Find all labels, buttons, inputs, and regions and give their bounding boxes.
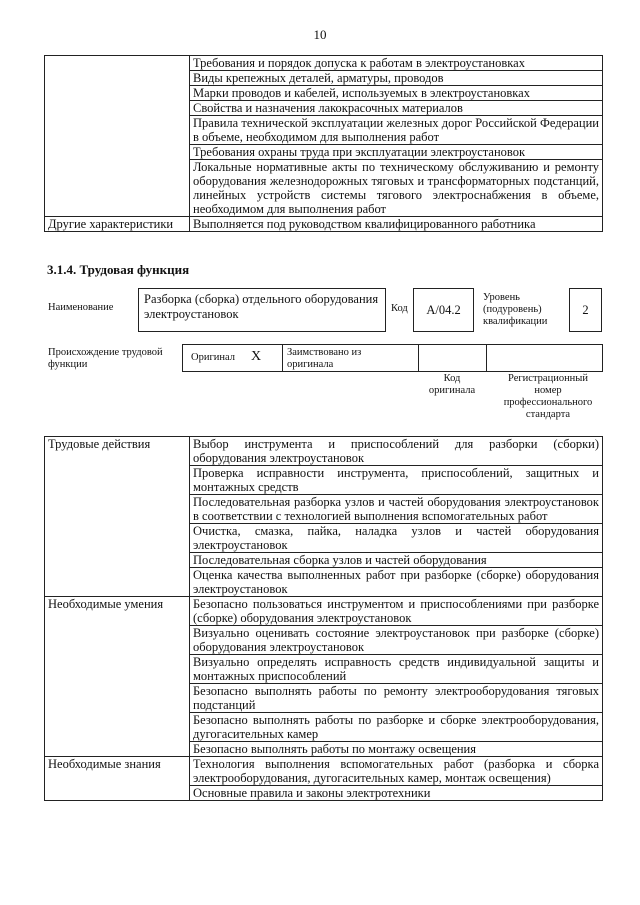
skill-item: Безопасно выполнять работы по монтажу освещения [190, 742, 603, 757]
knowledge-continuation-table [44, 55, 603, 232]
skill-item: Визуально оценивать состояние электроустановок при разборке (сборке) оборудования электроустановок [190, 626, 603, 655]
actions-label: Трудовые действия [45, 437, 190, 597]
origin-box [182, 344, 603, 372]
original-label: Оригинал [191, 352, 235, 363]
original-code-caption: Код оригинала [428, 373, 476, 396]
skill-item: Визуально определять исправность средств индивидуальной защиты и монтажных приспособлений [190, 655, 603, 684]
registration-number-caption: Регистрационный номер профессионального стандарта [503, 373, 593, 420]
level-value-box: 2 [569, 288, 602, 332]
code-label: Код [391, 303, 408, 314]
knowledge-label: Необходимые знания [45, 757, 190, 801]
empty-label-cell [45, 56, 190, 217]
section-heading: 3.1.4. Трудовая функция [47, 262, 190, 277]
knowledge-item: Требования охраны труда при эксплуатации электроустановок [190, 145, 603, 160]
action-item: Проверка исправности инструмента, приспособлений, защитных и монтажных средств [190, 466, 603, 495]
action-item: Выбор инструмента и приспособлений для разборки (сборки) оборудования электроустановок [190, 437, 603, 466]
table-row [45, 597, 603, 626]
divider [486, 344, 487, 372]
other-characteristics-value: Выполняется под руководством квалифицированного работника [190, 217, 603, 232]
other-characteristics-label: Другие характеристики [45, 217, 190, 232]
skill-item: Безопасно выполнять работы по ремонту электрооборудования тяговых подстанций [190, 684, 603, 713]
skills-label: Необходимые умения [45, 597, 190, 757]
knowledge-item: Основные правила и законы электротехники [190, 786, 603, 801]
table-row [45, 217, 603, 232]
divider [418, 344, 419, 372]
function-code-box: А/04.2 [413, 288, 474, 332]
skill-item: Безопасно выполнять работы по разборке и сборке электрооборудования, дугогасительных камер [190, 713, 603, 742]
action-item: Оценка качества выполненных работ при разборке (сборке) оборудования электроустановок [190, 568, 603, 597]
page-number: 10 [313, 27, 327, 42]
knowledge-item: Требования и порядок допуска к работам в электроустановках [190, 56, 603, 71]
level-label: Уровень (подуровень) квалификации [483, 292, 548, 327]
table-row [45, 56, 603, 71]
table-row [45, 437, 603, 466]
skill-item: Безопасно пользоваться инструментом и приспособлениями при разборке (сборке) оборудования электроустановок [190, 597, 603, 626]
function-name-box: Разборка (сборка) отдельного оборудования электроустановок [138, 288, 386, 332]
knowledge-item: Технология выполнения вспомогательных работ (разборка и сборка электрооборудования, дугогасительных камер, монтаж освещения) [190, 757, 603, 786]
action-item: Последовательная сборка узлов и частей оборудования [190, 553, 603, 568]
knowledge-item: Правила технической эксплуатации железных дорог Российской Федерации в объеме, необходимом для выполнения работ [190, 116, 603, 145]
name-label: Наименование [48, 302, 114, 313]
table-row [45, 757, 603, 786]
knowledge-item: Марки проводов и кабелей, используемых в электроустановках [190, 86, 603, 101]
labor-function-table [44, 436, 603, 801]
knowledge-item: Локальные нормативные акты по техническому обслуживанию и ремонту оборудования железнодорожных тяговых и трансформаторных подстанций, линейных устройств системы тягового электроснабжения в объеме, необходимом для выполнения работ [190, 160, 603, 217]
action-item: Последовательная разборка узлов и частей оборудования электроустановок в соответствии с технологией выполнения вспомогательных работ [190, 495, 603, 524]
original-mark: X [251, 349, 262, 364]
divider [282, 344, 283, 372]
action-item: Очистка, смазка, пайка, наладка узлов и частей оборудования электроустановок [190, 524, 603, 553]
borrowed-label: Заимствовано из оригинала [287, 347, 362, 370]
knowledge-item: Свойства и назначения лакокрасочных материалов [190, 101, 603, 116]
origin-label: Происхождение трудовой функции [48, 347, 163, 370]
knowledge-item: Виды крепежных деталей, арматуры, проводов [190, 71, 603, 86]
